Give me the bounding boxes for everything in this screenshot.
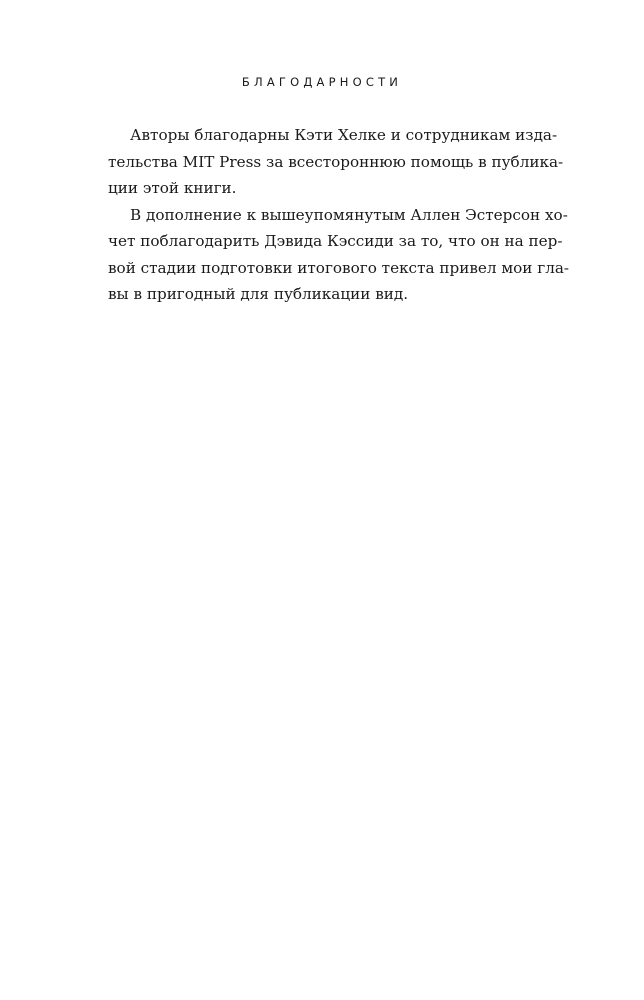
text-line: Авторы благодарны Кэти Хелке и сотрудникам изда- — [130, 126, 558, 144]
page-body — [108, 122, 570, 308]
page-header-title: БЛАГОДАРНОСТИ — [241, 75, 403, 89]
text-line: вой стадии подготовки итогового текста привел мои гла- — [108, 258, 570, 277]
paragraph-2 — [108, 202, 570, 308]
text-line: чет поблагодарить Дэвида Кэссиди за то, что он на пер- — [108, 232, 563, 250]
text-line: тельства MIT Press за всестороннюю помощь в публика- — [108, 152, 564, 171]
text-line: вы в пригодный для публикации вид. — [108, 285, 409, 303]
text-line: В дополнение к вышеупомянутым Аллен Эстерсон хо- — [130, 205, 568, 224]
text-line: ции этой книги. — [108, 179, 237, 197]
paragraph-1 — [108, 122, 564, 202]
